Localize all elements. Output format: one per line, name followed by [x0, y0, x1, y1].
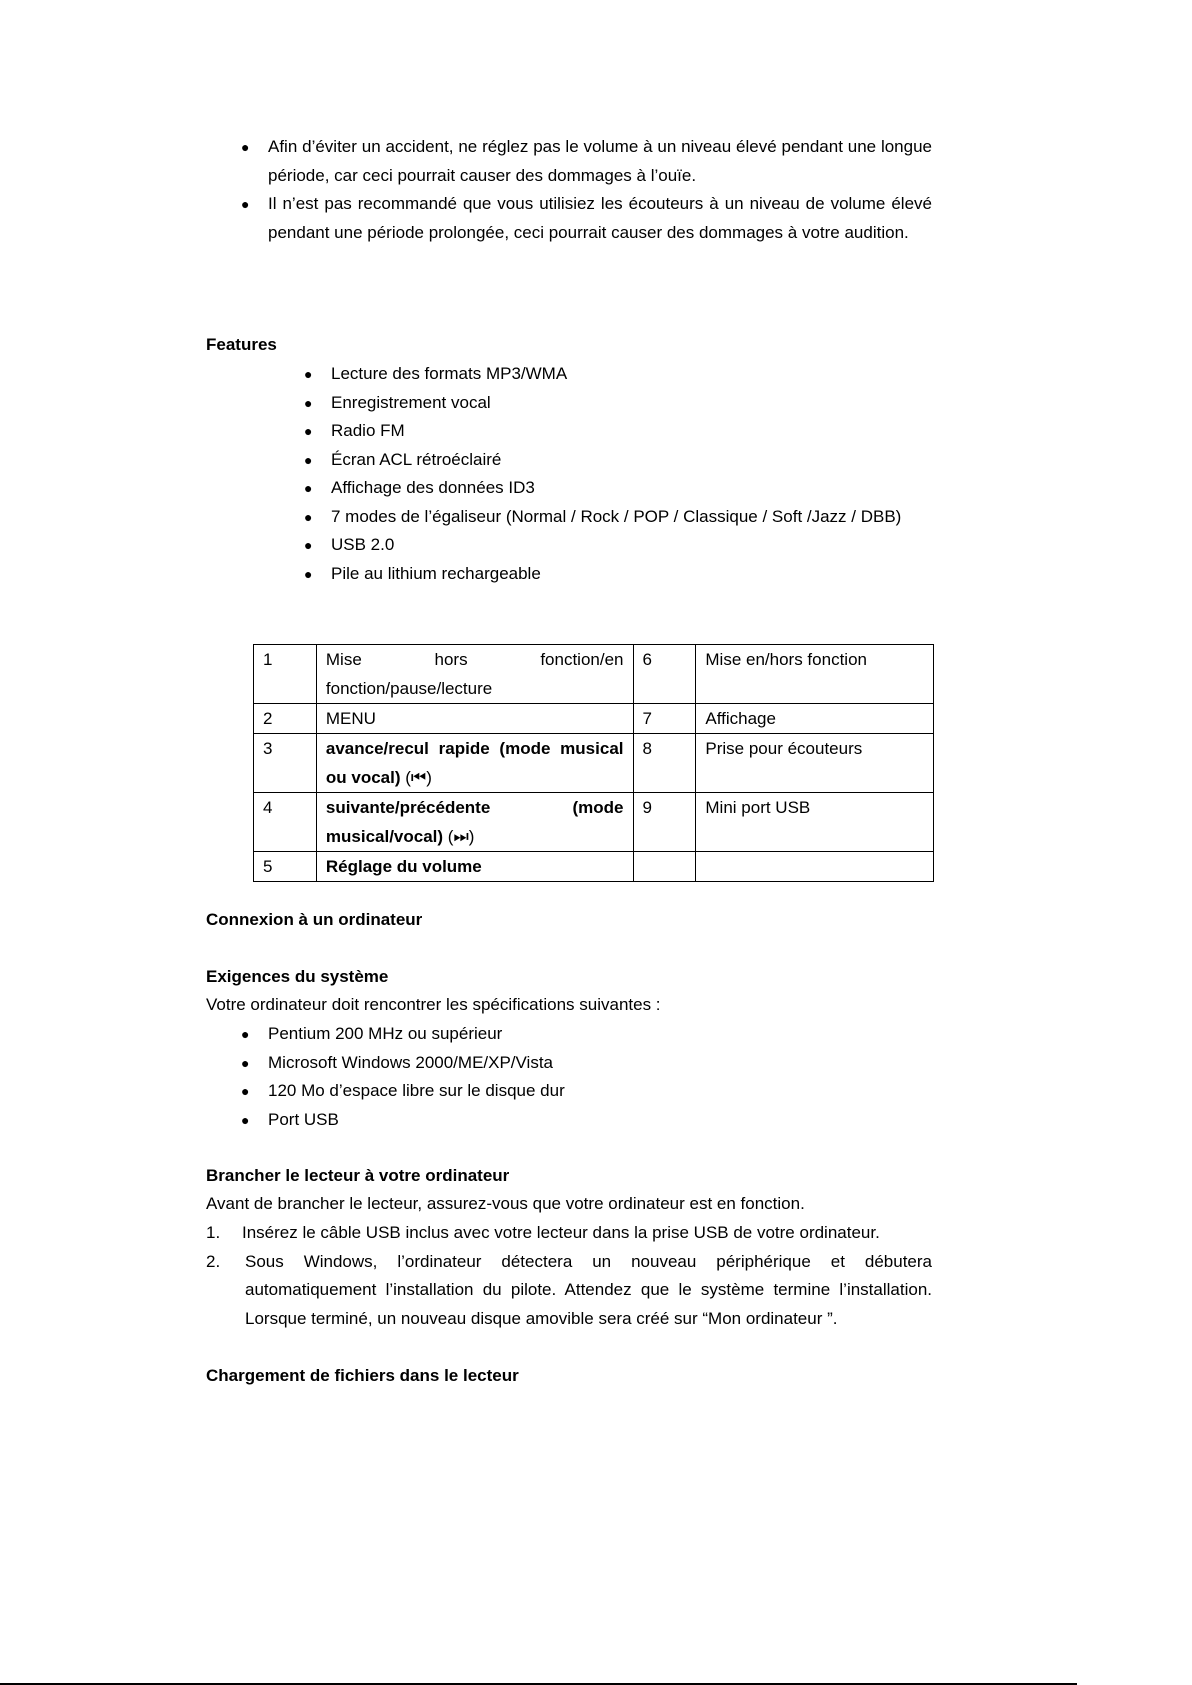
- table-cell: Mise en/hors fonction: [696, 645, 934, 704]
- table-cell: [696, 852, 934, 882]
- table-cell: Mise hors fonction/en fonction/pause/lecture: [316, 645, 633, 704]
- steps-list: [206, 1219, 932, 1333]
- table-cell: 3: [254, 734, 317, 793]
- connexion-heading: Connexion à un ordinateur: [206, 910, 423, 929]
- list-item: ● Radio FM: [331, 417, 951, 446]
- table-cell: 6: [633, 645, 696, 704]
- table-row: [254, 793, 934, 852]
- bullet-icon: ●: [304, 480, 313, 496]
- rewind-icon: (⏮): [405, 768, 432, 787]
- list-item: ● 7 modes de l’égaliseur (Normal / Rock / POP / Classique / Soft /Jazz / DBB): [331, 503, 951, 532]
- bullet-icon: ●: [304, 423, 313, 439]
- features-heading: Features: [206, 335, 277, 354]
- list-item: ● 120 Mo d’espace libre sur le disque dur: [268, 1077, 868, 1106]
- table-row: [254, 645, 934, 704]
- table-cell: Prise pour écouteurs: [696, 734, 934, 793]
- list-item: ● Afin d’éviter un accident, ne réglez pas le volume à un niveau élevé pendant une longue période, car ceci pourrait causer des dommages à l’ouïe.: [268, 133, 932, 190]
- requirements-list: [241, 1020, 868, 1134]
- list-item: 2. Sous Windows, l’ordinateur détectera un nouveau périphérique et débutera automatiquement l’installation du pilote. Attendez que le système termine l’installation. Lorsque terminé, un nouveau disque amovible sera créé sur “Mon ordinateur ”.: [206, 1251, 932, 1328]
- exigences-heading: Exigences du système: [206, 967, 389, 986]
- list-item: ● Écran ACL rétroéclairé: [331, 446, 951, 475]
- bullet-icon: ●: [241, 196, 250, 212]
- skip-icon: (⏭): [447, 827, 475, 846]
- table-cell: 7: [633, 704, 696, 734]
- chargement-heading: Chargement de fichiers dans le lecteur: [206, 1366, 519, 1385]
- brancher-intro: Avant de brancher le lecteur, assurez-vous que votre ordinateur est en fonction.: [206, 1194, 805, 1213]
- bullet-icon: ●: [241, 1111, 250, 1128]
- bullet-icon: ●: [241, 1054, 250, 1071]
- warning-list: [241, 133, 932, 247]
- features-list: [304, 360, 951, 588]
- bullet-icon: ●: [241, 1083, 250, 1099]
- table-cell: Affichage: [696, 704, 934, 734]
- table-cell: 5: [254, 852, 317, 882]
- list-item: 1. Insérez le câble USB inclus avec votre lecteur dans la prise USB de votre ordinateur.: [206, 1223, 880, 1242]
- list-item: ● Enregistrement vocal: [331, 389, 951, 418]
- list-item: ● USB 2.0: [331, 531, 951, 560]
- bullet-icon: ●: [304, 565, 313, 582]
- list-item: ● Lecture des formats MP3/WMA: [331, 360, 951, 389]
- table-cell: MENU: [316, 704, 633, 734]
- table-cell: 2: [254, 704, 317, 734]
- exigences-intro: Votre ordinateur doit rencontrer les spécifications suivantes :: [206, 995, 661, 1014]
- list-item: ● Pentium 200 MHz ou supérieur: [268, 1020, 868, 1049]
- table-cell: 9: [633, 793, 696, 852]
- list-item: ● Port USB: [268, 1106, 868, 1135]
- bullet-icon: ●: [304, 451, 313, 468]
- table-cell: 8: [633, 734, 696, 793]
- list-item: ● Pile au lithium rechargeable: [331, 560, 951, 589]
- table-cell: [633, 852, 696, 882]
- bullet-icon: ●: [304, 508, 313, 525]
- bullet-icon: ●: [304, 394, 313, 411]
- controls-table: [253, 644, 934, 882]
- table-cell: Mini port USB: [696, 793, 934, 852]
- list-item: ● Microsoft Windows 2000/ME/XP/Vista: [268, 1049, 868, 1078]
- table-cell: avance/recul rapide (mode musical ou vocal) (⏮): [316, 734, 633, 793]
- table-row: [254, 852, 934, 882]
- table-cell: suivante/précédente (mode musical/vocal) (⏭): [316, 793, 633, 852]
- bullet-icon: ●: [241, 1026, 250, 1042]
- list-item: ● Il n’est pas recommandé que vous utilisiez les écouteurs à un niveau de volume élevé pendant une période prolongée, ceci pourrait causer des dommages à votre audition.: [268, 190, 932, 247]
- list-item: ● Affichage des données ID3: [331, 474, 951, 503]
- brancher-heading: Brancher le lecteur à votre ordinateur: [206, 1166, 510, 1185]
- bullet-icon: ●: [241, 139, 250, 155]
- table-row: [254, 734, 934, 793]
- table-row: [254, 704, 934, 734]
- table-cell: 4: [254, 793, 317, 852]
- table-cell: Réglage du volume: [316, 852, 633, 882]
- bullet-icon: ●: [304, 366, 313, 382]
- table-cell: 1: [254, 645, 317, 704]
- bullet-icon: ●: [304, 537, 313, 553]
